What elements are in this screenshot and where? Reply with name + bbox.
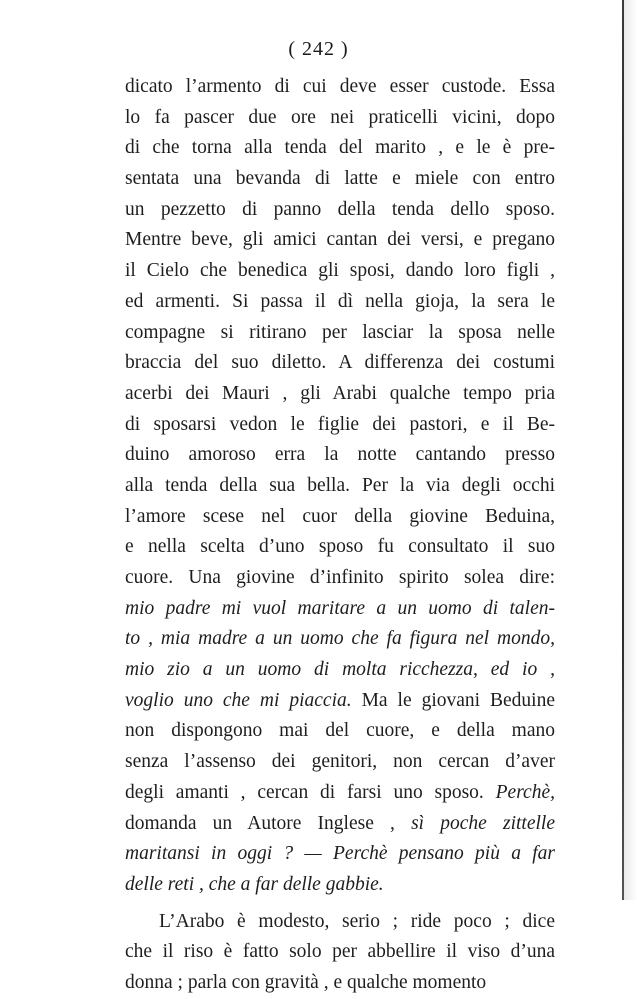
text-line xyxy=(125,256,555,287)
text-line xyxy=(125,594,555,625)
text-segment: sentata una bevanda di latte e miele con entro xyxy=(125,168,555,190)
text-line xyxy=(125,440,555,471)
text-segment: alla tenda della sua bella. Per la via degli occhi xyxy=(125,474,555,496)
body-text xyxy=(125,72,555,999)
page-edge-shadow xyxy=(624,0,637,900)
text-segment: e nella scelta d’uno sposo fu consultato il suo xyxy=(125,536,555,558)
text-line xyxy=(125,72,555,103)
text-line xyxy=(125,133,555,164)
text-line xyxy=(125,968,555,999)
text-segment: di che torna alla tenda del marito , e le è pre- xyxy=(125,137,555,159)
text-segment: compagne si ritirano per lasciar la sposa nelle xyxy=(125,321,555,343)
italic-text: maritansi in oggi ? — Perchè pensano più a far xyxy=(125,843,555,865)
text-line xyxy=(125,225,555,256)
text-segment: ed armenti. Si passa il dì nella gioja, la sera le xyxy=(125,290,555,312)
italic-text: voglio uno che mi piaccia. xyxy=(125,689,352,711)
text-line xyxy=(125,348,555,379)
text-line xyxy=(125,747,555,778)
text-segment: L’Arabo è modesto, serio ; ride poco ; dice xyxy=(159,910,555,932)
text-segment: cuore. Una giovine d’infinito spirito solea dire: xyxy=(125,567,555,588)
text-line xyxy=(125,907,555,938)
text-line xyxy=(125,809,555,840)
text-line xyxy=(125,410,555,441)
page-number: ( 242 ) xyxy=(288,38,349,60)
text-segment: un pezzetto di panno della tenda dello sposo. xyxy=(125,198,555,220)
italic-text: sì poche zittelle xyxy=(411,812,555,834)
text-segment: non dispongono mai del cuore, e della mano xyxy=(125,720,555,742)
text-line xyxy=(125,716,555,747)
text-segment: duino amoroso erra la notte cantando presso xyxy=(125,444,555,466)
text-segment: l’amore scese nel cuor della giovine Beduina, xyxy=(125,505,555,527)
text-line xyxy=(125,502,555,533)
italic-text: mio zio a un uomo di molta ricchezza, ed io , xyxy=(125,659,555,681)
text-line xyxy=(125,103,555,134)
italic-text: to , mia madre a un uomo che fa figura nel mondo, xyxy=(125,628,555,650)
text-segment: domanda un Autore Inglese , xyxy=(125,812,412,834)
text-segment: donna ; parla con gravità , e qualche momento xyxy=(125,971,487,993)
text-segment: Mentre beve, gli amici cantan dei versi, e pregano xyxy=(125,229,555,251)
text-segment: braccia del suo diletto. A differenza dei costumi xyxy=(125,352,555,374)
text-line xyxy=(125,563,555,594)
text-segment: di sposarsi vedon le figlie dei pastori, e il Be- xyxy=(125,413,555,435)
text-line xyxy=(125,471,555,502)
text-line xyxy=(125,318,555,349)
text-segment: acerbi dei Mauri , gli Arabi qualche tempo pria xyxy=(125,382,555,404)
text-segment: che il riso è fatto solo per abbellire il viso d’una xyxy=(125,941,555,963)
italic-text: mio padre mi vuol maritare a un uomo di talen- xyxy=(125,597,555,619)
text-segment: senza l’assenso dei genitori, non cercan d’aver xyxy=(125,751,555,773)
italic-text: Perchè, xyxy=(495,781,555,803)
text-segment: dicato l’armento di cui deve esser custode. Essa xyxy=(125,76,555,97)
text-line xyxy=(125,870,555,901)
text-line xyxy=(125,686,555,717)
text-segment: lo fa pascer due ore nei praticelli vicini, dopo xyxy=(125,106,555,128)
text-line xyxy=(125,624,555,655)
text-line xyxy=(125,379,555,410)
text-line xyxy=(125,778,555,809)
text-segment: Ma le giovani Beduine xyxy=(351,689,555,711)
italic-text: delle reti , che a far delle gabbie. xyxy=(125,873,384,895)
text-line xyxy=(125,937,555,968)
text-line xyxy=(125,655,555,686)
text-line xyxy=(125,532,555,563)
text-line xyxy=(125,287,555,318)
text-segment: il Cielo che benedica gli sposi, dando loro figli , xyxy=(125,260,555,282)
text-line xyxy=(125,195,555,226)
text-line xyxy=(125,839,555,870)
text-segment: degli amanti , cercan di farsi uno sposo. xyxy=(125,781,496,803)
text-line xyxy=(125,164,555,195)
